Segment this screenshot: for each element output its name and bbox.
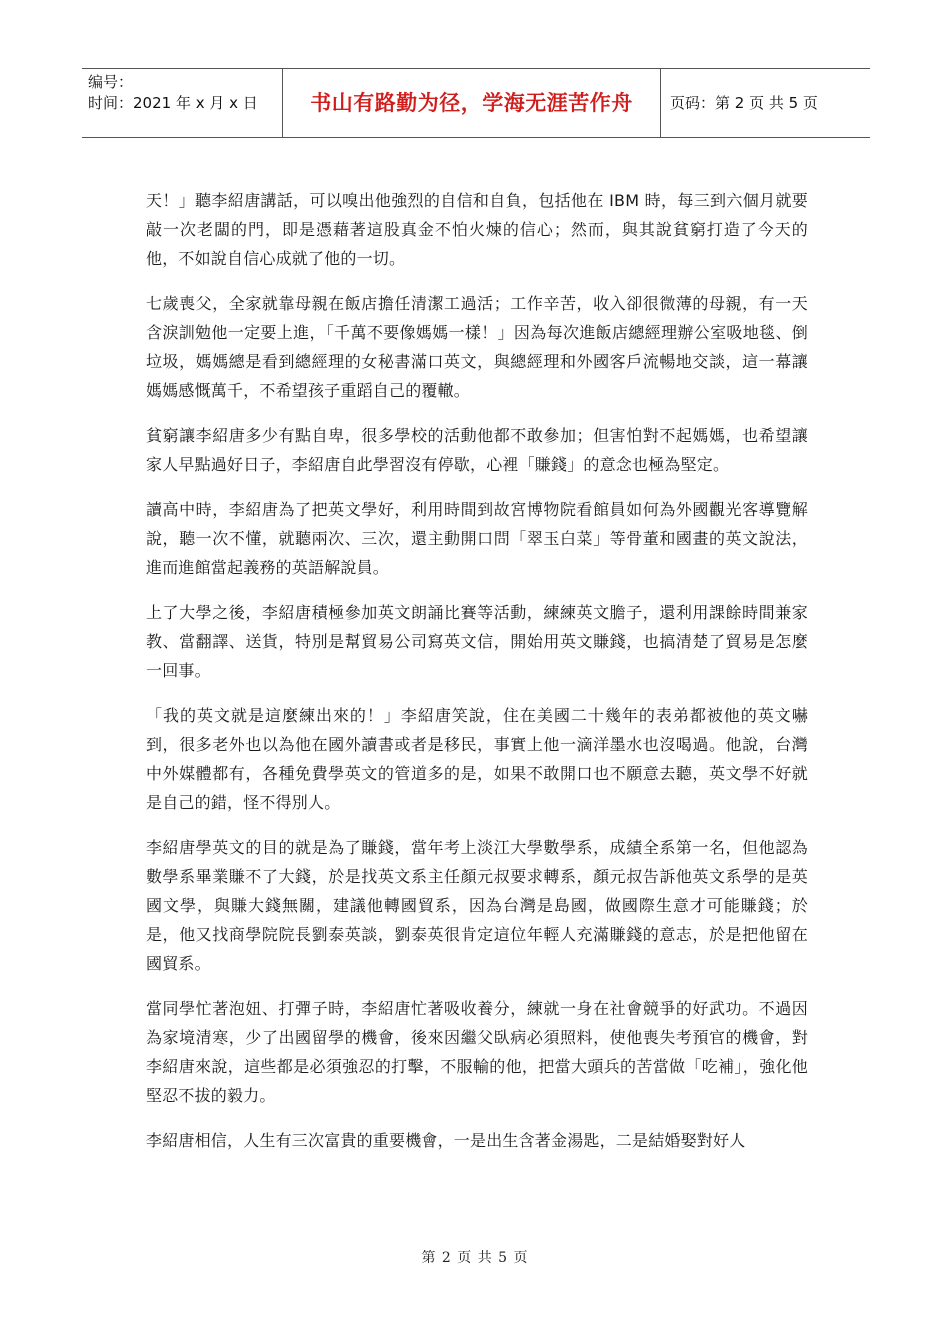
paragraph: 李紹唐學英文的目的就是為了賺錢，當年考上淡江大學數學系，成績全系第一名，但他認為數學系畢業賺不了大錢，於是找英文系主任顏元叔要求轉系，顏元叔告訴他英文系學的是英國文學，與賺大錢無關，建議他轉國貿系，因為台灣是島國，做國際生意才可能賺錢；於是，他又找商學院院長劉泰英談，劉泰英很肯定這位年輕人充滿賺錢的意志，於是把他留在國貿系。 xyxy=(146,838,808,973)
page-footer: 第 2 页 共 5 页 xyxy=(421,1250,529,1266)
date-label: 时间：2021 年 x 月 x 日 xyxy=(88,94,258,112)
paragraph: 當同學忙著泡妞、打彈子時，李紹唐忙著吸收養分，練就一身在社會競爭的好武功。不過因為家境清寒，少了出國留學的機會，後來因繼父臥病必須照料，使他喪失考預官的機會，對李紹唐來說，這些都是必須強忍的打擊，不服輸的他，把當大頭兵的苦當做「吃補」，強化他堅忍不拔的毅力。 xyxy=(146,999,808,1105)
paragraph: 七歲喪父，全家就靠母親在飯店擔任清潔工過活；工作辛苦，收入卻很微薄的母親，有一天含淚訓勉他一定要上進，「千萬不要像媽媽一樣！」因為每次進飯店總經理辦公室吸地毯、倒垃圾，媽媽總是看到總經理的女秘書滿口英文，與總經理和外國客戶流暢地交談，這一幕讓媽媽感慨萬千，不希望孩子重蹈自己的覆轍。 xyxy=(146,294,808,400)
paragraph: 「我的英文就是這麼練出來的！」李紹唐笑說，住在美國二十幾年的表弟都被他的英文嚇到，很多老外也以為他在國外讀書或者是移民，事實上他一滴洋墨水也沒喝過。他說，台灣中外媒體都有，各種免費學英文的管道多的是，如果不敢開口也不願意去聽，英文學不好就是自己的錯，怪不得別人。 xyxy=(146,706,808,812)
paragraph: 讀高中時，李紹唐為了把英文學好，利用時間到故宮博物院看館員如何為外國觀光客導覽解說，聽一次不懂，就聽兩次、三次，還主動開口問「翠玉白菜」等骨董和國畫的英文說法，進而進館當起義務的英語解說員。 xyxy=(146,500,808,577)
serial-number-label: 编号： xyxy=(88,73,134,91)
paragraph: 李紹唐相信，人生有三次富貴的重要機會，一是出生含著金湯匙，二是結婚娶對好人 xyxy=(146,1131,746,1150)
header-motto: 书山有路勤为径，学海无涯苦作舟 xyxy=(310,90,633,115)
header-meta xyxy=(88,72,278,114)
paragraph: 貧窮讓李紹唐多少有點自卑，很多學校的活動他都不敢參加；但害怕對不起媽媽，也希望讓家人早點過好日子，李紹唐自此學習沒有停歇，心裡「賺錢」的意念也極為堅定。 xyxy=(146,426,808,474)
header-divider xyxy=(660,69,661,137)
document-body xyxy=(146,186,808,1171)
paragraph: 天！」聽李紹唐講話，可以嗅出他強烈的自信和自負，包括他在 IBM 時，每三到六個月就要敲一次老闆的門，即是憑藉著這股真金不怕火煉的信心；然而，與其說貧窮打造了今天的他，不如說自信心成就了他的一切。 xyxy=(146,191,808,268)
paragraph: 上了大學之後，李紹唐積極參加英文朗誦比賽等活動，練練英文膽子，還利用課餘時間兼家教、當翻譯、送貨，特別是幫貿易公司寫英文信，開始用英文賺錢，也搞清楚了貿易是怎麼一回事。 xyxy=(146,603,808,680)
page-header xyxy=(82,68,870,138)
header-page-info: 页码：第 2 页 共 5 页 xyxy=(670,94,818,112)
